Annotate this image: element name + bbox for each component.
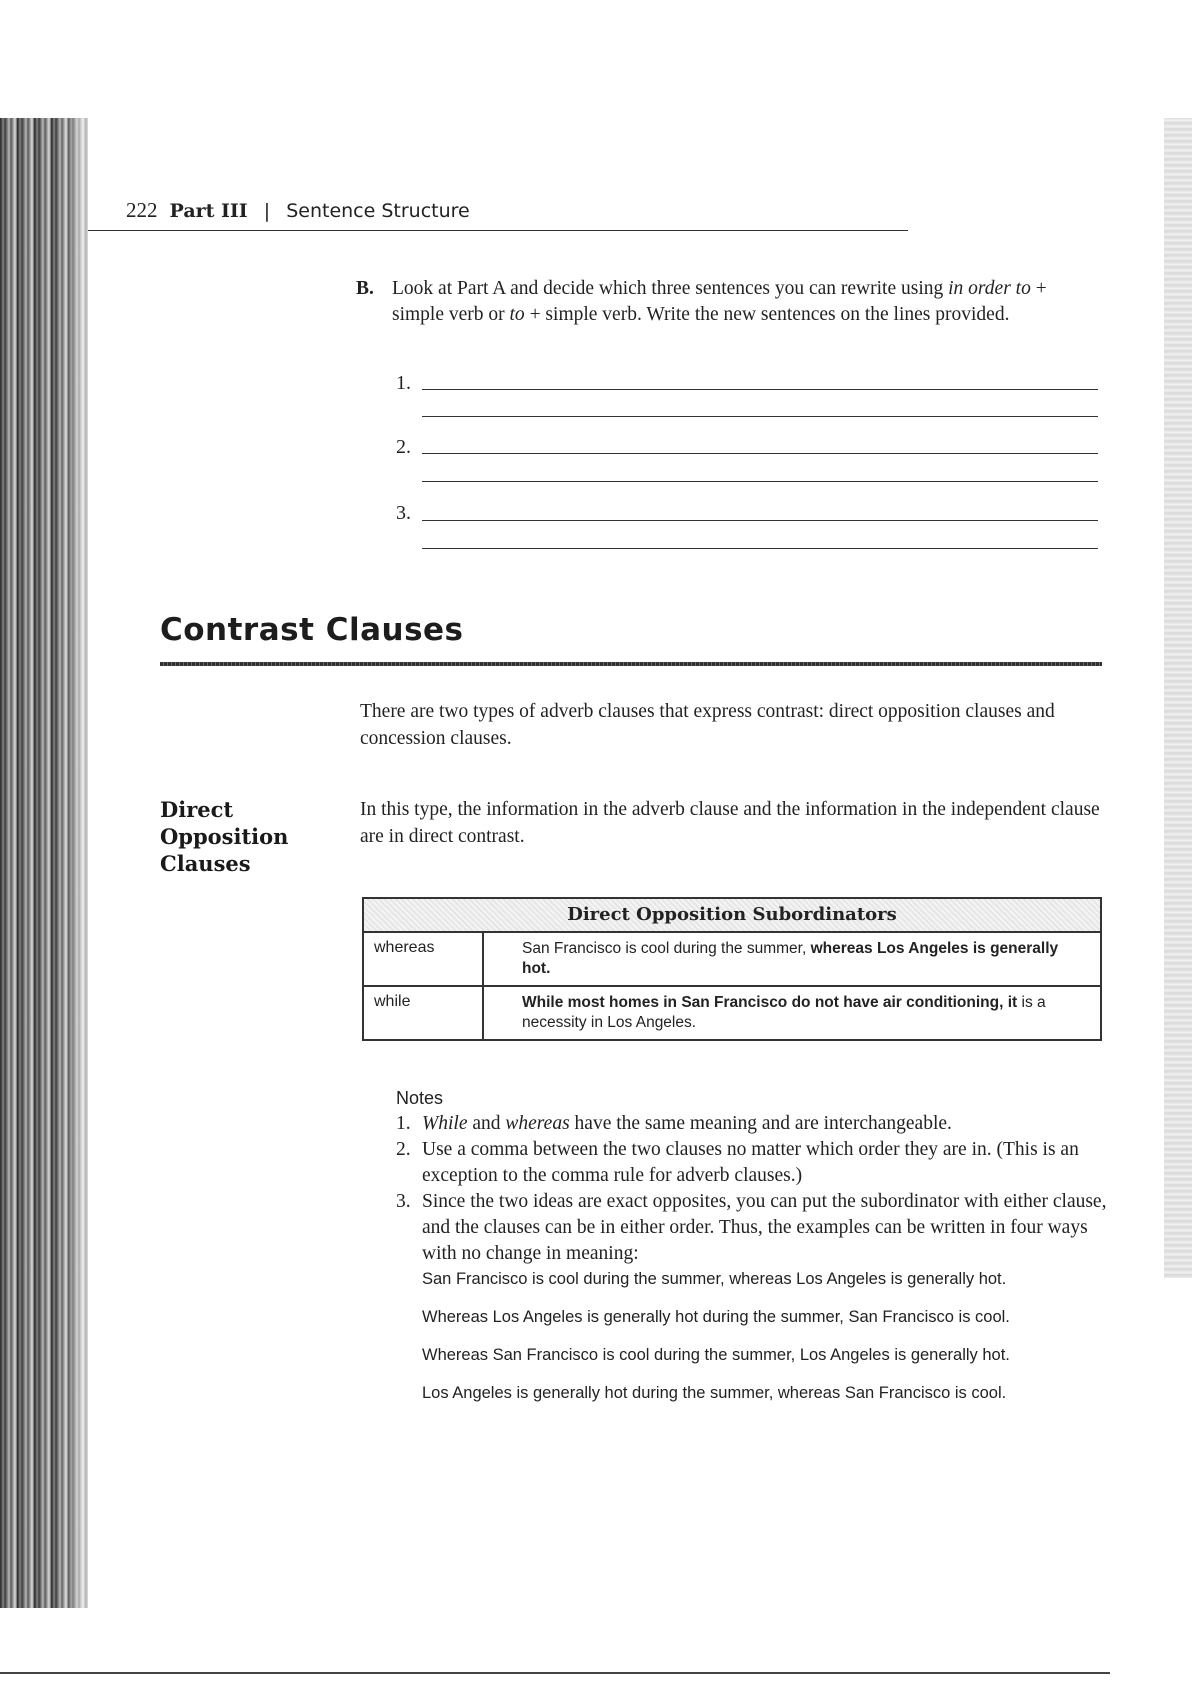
note-text: Since the two ideas are exact opposites, you can put the subordinator with either clause, and the clauses can be in either order. Thus, the examples can be written in four ways with no change in meaning: <box>422 1191 1107 1264</box>
notes <box>396 1085 1108 1267</box>
example-bold: While most homes in San Francisco do not have air conditioning, it <box>522 994 1018 1011</box>
answer-line-1b[interactable] <box>422 416 1098 417</box>
example-plain: San Francisco is cool during the summer, <box>522 940 811 957</box>
example-sentence: Los Angeles is generally hot during the summer, whereas San Francisco is cool. <box>422 1384 1007 1402</box>
page-number: 222 <box>126 198 158 222</box>
table-cell-word: whereas <box>364 933 484 985</box>
header-rule <box>88 230 908 231</box>
instr-italic-2: to <box>509 304 525 325</box>
note-text: Use a comma between the two clauses no matter which order they are in. (This is an exception to the comma rule for adverb clauses.) <box>422 1139 1079 1186</box>
exercise-letter: B. <box>356 278 374 299</box>
answer-line-2a[interactable] <box>422 453 1098 454</box>
scan-right-edge <box>1164 118 1192 1278</box>
example-sentence: Whereas San Francisco is cool during the summer, Los Angeles is generally hot. <box>422 1346 1010 1364</box>
table-row <box>364 987 1100 1041</box>
exercise-b <box>356 276 1066 328</box>
section-title: Contrast Clauses <box>160 612 464 648</box>
notes-label: Notes <box>396 1088 444 1108</box>
table-row <box>364 933 1100 987</box>
scan-bottom-edge <box>0 1672 1110 1674</box>
note-text: have the same meaning and are interchangeable. <box>569 1113 952 1134</box>
note-item <box>396 1189 1108 1267</box>
instr-text-1: Look at Part A and decide which three sentences you can rewrite using <box>392 278 949 299</box>
subordinators-table <box>362 897 1102 1041</box>
instr-italic-1: in order to <box>948 278 1031 299</box>
answer-number-2: 2. <box>396 436 411 458</box>
side-heading <box>160 796 340 877</box>
side-heading-line: Direct <box>160 797 234 822</box>
header-title: Sentence Structure <box>286 200 470 222</box>
scan-binding-fade <box>60 118 100 1608</box>
note-italic: whereas <box>505 1113 570 1134</box>
part-label: Part III <box>169 200 248 222</box>
answer-line-1a[interactable] <box>422 389 1098 390</box>
running-header <box>126 198 470 223</box>
instr-text-2: + simple verb or <box>392 278 1047 325</box>
answer-line-2b[interactable] <box>422 481 1098 482</box>
example-rest: is a necessity in Los Angeles. <box>522 994 1046 1031</box>
section-rule <box>160 662 1102 666</box>
side-heading-line: Clauses <box>160 851 251 876</box>
example-sentence: Whereas Los Angeles is generally hot during the summer, San Francisco is cool. <box>422 1308 1010 1326</box>
instr-text-3: + simple verb. Write the new sentences on the lines provided. <box>524 304 1010 325</box>
table-title: Direct Opposition Subordinators <box>364 899 1100 933</box>
note-item <box>396 1111 1108 1137</box>
note-number: 2. <box>396 1139 411 1160</box>
note-text: and <box>467 1113 506 1134</box>
example-sentences <box>422 1270 1122 1422</box>
exercise-instructions <box>392 276 1066 328</box>
table-cell-word: while <box>364 987 484 1041</box>
direct-opposition-paragraph: In this type, the information in the adverb clause and the information in the independent clause are in direct contrast. <box>360 799 1100 847</box>
header-separator: | <box>263 200 271 222</box>
example-sentence: San Francisco is cool during the summer, whereas Los Angeles is generally hot. <box>422 1270 1007 1288</box>
table-cell-example <box>484 987 1100 1041</box>
answer-number-3: 3. <box>396 502 411 524</box>
answer-number-1: 1. <box>396 372 411 394</box>
note-number: 1. <box>396 1113 411 1134</box>
section-intro: There are two types of adverb clauses that express contrast: direct opposition clauses and concession clauses. <box>360 701 1055 749</box>
answer-line-3b[interactable] <box>422 548 1098 549</box>
note-item <box>396 1137 1108 1189</box>
note-italic: While <box>422 1113 468 1134</box>
example-bold: whereas Los Angeles is generally hot. <box>522 940 1059 977</box>
table-cell-example <box>484 933 1100 985</box>
answer-line-3a[interactable] <box>422 520 1098 521</box>
side-heading-line: Opposition <box>160 824 289 849</box>
note-number: 3. <box>396 1191 411 1212</box>
